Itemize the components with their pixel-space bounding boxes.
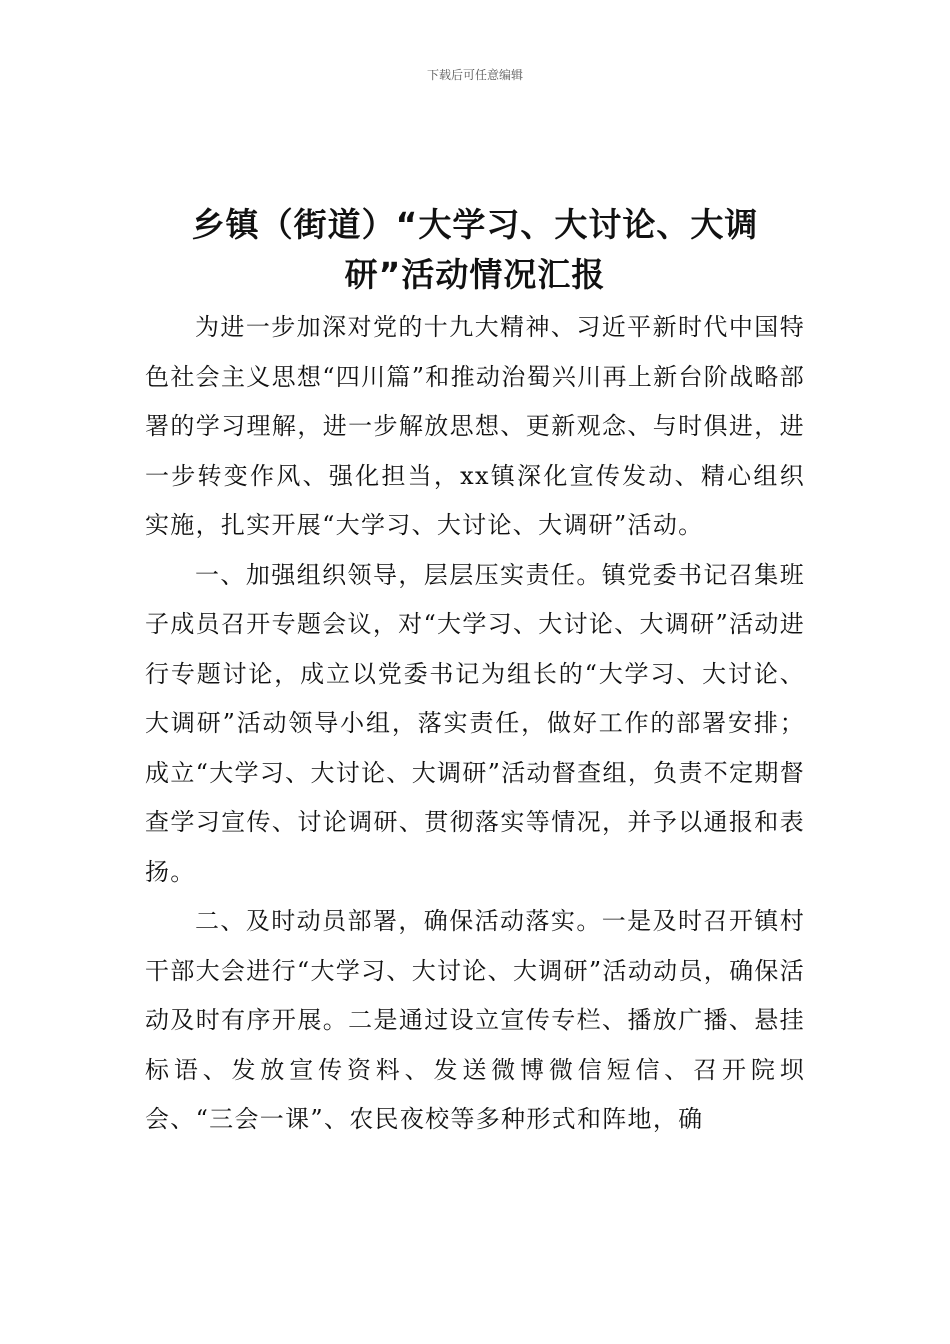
- document-body: [145, 303, 805, 1145]
- paragraph-section-2: 二、及时动员部署，确保活动落实。一是及时召开镇村干部大会进行“大学习、大讨论、大调研”活动动员，确保活动及时有序开展。二是通过设立宣传专栏、播放广播、悬挂标语、发放宣传资料、发送微博微信短信、召开院坝会、“三会一课”、农民夜校等多种形式和阵地，确: [145, 907, 805, 1133]
- paragraph-section-1: 一、加强组织领导，层层压实责任。镇党委书记召集班子成员召开专题会议，对“大学习、大讨论、大调研”活动进行专题讨论，成立以党委书记为组长的“大学习、大讨论、大调研”活动领导小组，落实责任，做好工作的部署安排；成立“大学习、大讨论、大调研”活动督查组，负责不定期督查学习宣传、讨论调研、贯彻落实等情况，并予以通报和表扬。: [145, 560, 805, 886]
- title-line-1: 乡镇（街道）“大学习、大讨论、大调: [191, 205, 759, 245]
- header-note: 下载后可任意编辑: [426, 68, 523, 82]
- paragraph-intro: 为进一步加深对党的十九大精神、习近平新时代中国特色社会主义思想“四川篇”和推动治蜀兴川再上新台阶战略部署的学习理解，进一步解放思想、更新观念、与时俱进，进一步转变作风、强化担当，xx镇深化宣传发动、精心组织实施，扎实开展“大学习、大讨论、大调研”活动。: [145, 313, 805, 539]
- title-line-2: 研”活动情况汇报: [344, 255, 606, 295]
- document-title: [140, 200, 810, 300]
